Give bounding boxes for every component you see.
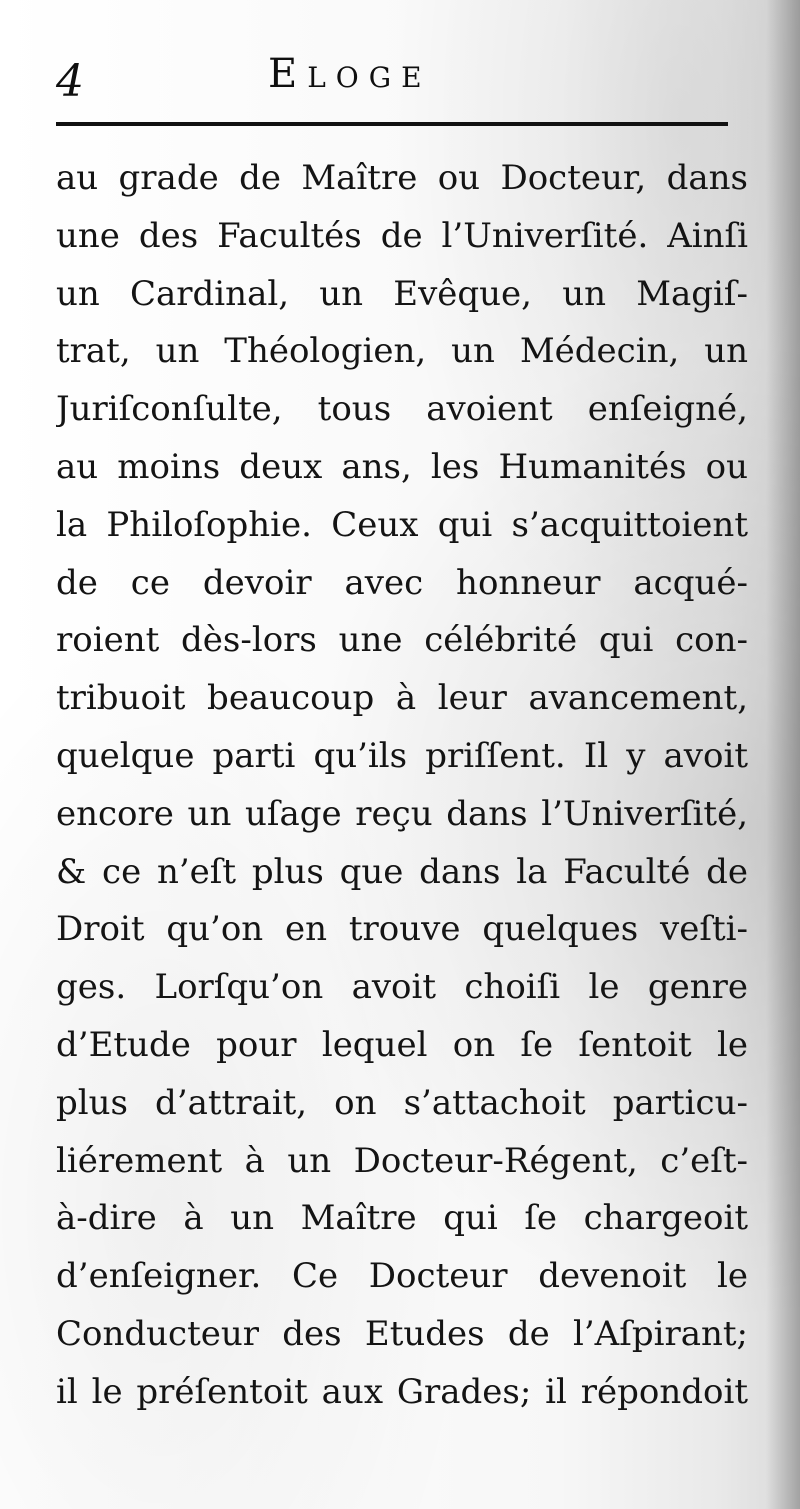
text-line-1: au grade de Maître ou Docteur, dans <box>56 158 748 198</box>
text-line-16: d’Etude pour lequel on ſe ſentoit le <box>56 1024 748 1065</box>
text-line-7: la Philoſophie. Ceux qui s’acquittoient <box>56 504 748 545</box>
text-line-20: d’enſeigner. Ce Docteur devenoit le <box>56 1256 748 1297</box>
text-line-18: liérement à un Docteur-Régent, c’eſt- <box>56 1140 748 1181</box>
text-line-9: roient dès-lors une célébrité qui con- <box>56 620 748 661</box>
text-line-19: à-dire à un Maître qui ſe chargeoit <box>56 1198 748 1239</box>
text-line-13: & ce n’eſt plus que dans la Faculté de <box>56 851 748 892</box>
header-rule <box>56 122 728 126</box>
text-line-10: tribuoit beaucoup à leur avancement, <box>56 678 748 719</box>
text-line-8: de ce devoir avec honneur acqué- <box>56 562 748 603</box>
text-line-5: Juriſconſulte, tous avoient enſeigné, <box>56 389 748 430</box>
text-line-21: Conducteur des Etudes de l’Aſpirant; <box>56 1313 748 1354</box>
text-line-17: plus d’attrait, on s’attachoit particu- <box>56 1082 748 1123</box>
page-header <box>56 46 732 110</box>
text-line-2: une des Facultés de l’Univerſité. Ainſi <box>56 215 748 256</box>
page-number: 4 <box>56 56 84 107</box>
body-text <box>56 150 748 1422</box>
text-line-14: Droit qu’on en trouve quelques veſti- <box>56 909 748 950</box>
text-line-12: encore un uſage reçu dans l’Univerſité, <box>56 793 748 834</box>
text-line-4: trat, un Théologien, un Médecin, un <box>56 331 748 372</box>
text-line-15: ges. Lorſqu’on avoit choiſi le genre <box>56 967 748 1008</box>
text-line-11: quelque parti qu’ils priſſent. Il y avoit <box>56 735 748 776</box>
text-line-6: au moins deux ans, les Humanités ou <box>56 446 748 487</box>
text-line-22: il le préſentoit aux Grades; il répondoit <box>56 1371 748 1412</box>
text-line-3: un Cardinal, un Evêque, un Magiſ- <box>56 273 748 314</box>
running-title: Eloge <box>268 51 432 97</box>
